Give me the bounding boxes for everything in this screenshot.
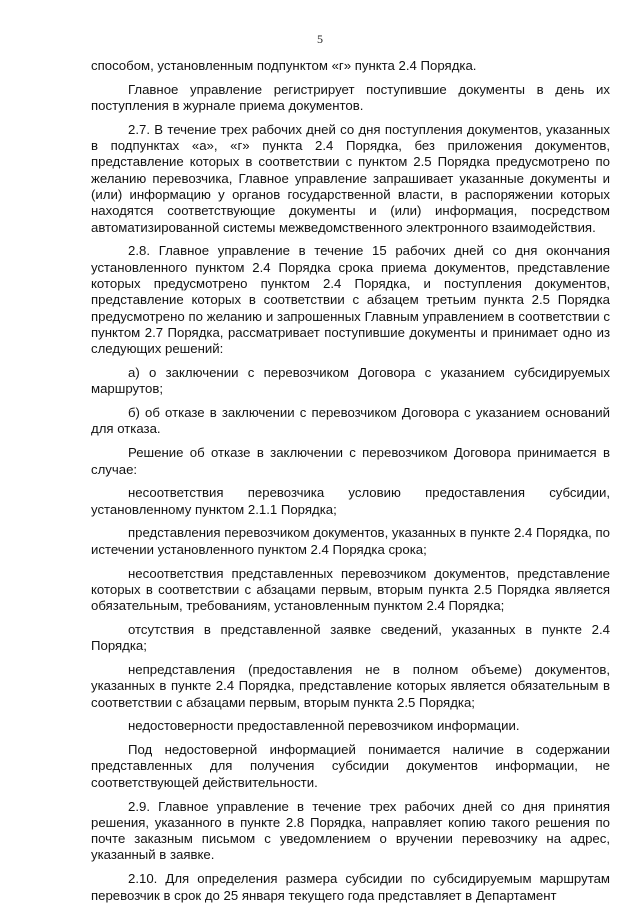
- paragraph: несоответствия представленных перевозчиком документов, представление которых в соответствии с абзацами первым, вторым пункта 2.5 Порядка является обязательным, требованиям, установленным пунктом 2.4 Порядка;: [91, 565, 610, 614]
- paragraph: 2.10. Для определения размера субсидии по субсидируемым маршрутам перевозчик в срок до 25 января текущего года представляет в Департамент: [91, 871, 610, 903]
- paragraph: б) об отказе в заключении с перевозчиком Договора с указанием оснований для отказа.: [91, 405, 610, 437]
- paragraph: способом, установленным подпунктом «г» пункта 2.4 Порядка.: [91, 58, 477, 73]
- paragraph: Под недостоверной информацией понимается наличие в содержании представленных для получения субсидии документов информации, не соответствующей действительности.: [91, 742, 610, 790]
- paragraph: недостоверности предоставленной перевозчиком информации.: [128, 718, 520, 734]
- paragraph: представления перевозчиком документов, указанных в пункте 2.4 Порядка, по истечении установленного пунктом 2.4 Порядка срока;: [91, 525, 610, 557]
- paragraph: несоответствия перевозчика условию предоставления субсидии, установленному пунктом 2.1.1 Порядка;: [91, 485, 610, 517]
- paragraph: непредставления (предоставления не в полном объеме) документов, указанных в пункте 2.4 Порядка, представление которых является обязательным в соответствии с абзацами первым, вторым пункта 2.5 Порядка;: [91, 662, 610, 710]
- page-number: 5: [317, 32, 323, 46]
- paragraph: 2.7. В течение трех рабочих дней со дня поступления документов, указанных в подпунктах «а», «г» пункта 2.4 Порядка, без приложения документов, представление которых в соответствии с пунктом 2.5 Порядка предусмотрено по желанию перевозчика, Главное управление запрашивает указанные документы и (или) информацию у органов государственной власти, в распоряжении которых находятся соответствующие документы и (или) информация, посредством автоматизированной системы межведомственного электронного взаимодействия.: [91, 121, 610, 235]
- paragraph: Главное управление регистрирует поступившие документы в день их поступления в журнале приема документов.: [91, 81, 610, 114]
- paragraph: 2.9. Главное управление в течение трех рабочих дней со дня принятия решения, указанного в пункте 2.8 Порядка, направляет копию такого решения по почте заказным письмом с уведомлением о вручении перевозчику на адрес, указанный в заявке.: [91, 798, 610, 863]
- document-body: [91, 58, 610, 904]
- paragraph: а) о заключении с перевозчиком Договора с указанием субсидируемых маршрутов;: [91, 365, 610, 397]
- paragraph: Решение об отказе в заключении с перевозчиком Договора принимается в случае:: [91, 445, 610, 477]
- paragraph: отсутствия в представленной заявке сведений, указанных в пункте 2.4 Порядка;: [91, 621, 610, 654]
- paragraph: 2.8. Главное управление в течение 15 рабочих дней со дня окончания установленного пунктом 2.4 Порядка срока приема документов, представление которых предусмотрено пунктом 2.4 Порядка, и поступления документов, представление которых в соответствии с абзацем третьим пункта 2.5 Порядка предусмотрено по желанию и запрошенных Главным управлением в соответствии с пунктом 2.7 Порядка, рассматривает поступившие документы и принимает одно из следующих решений:: [91, 243, 610, 357]
